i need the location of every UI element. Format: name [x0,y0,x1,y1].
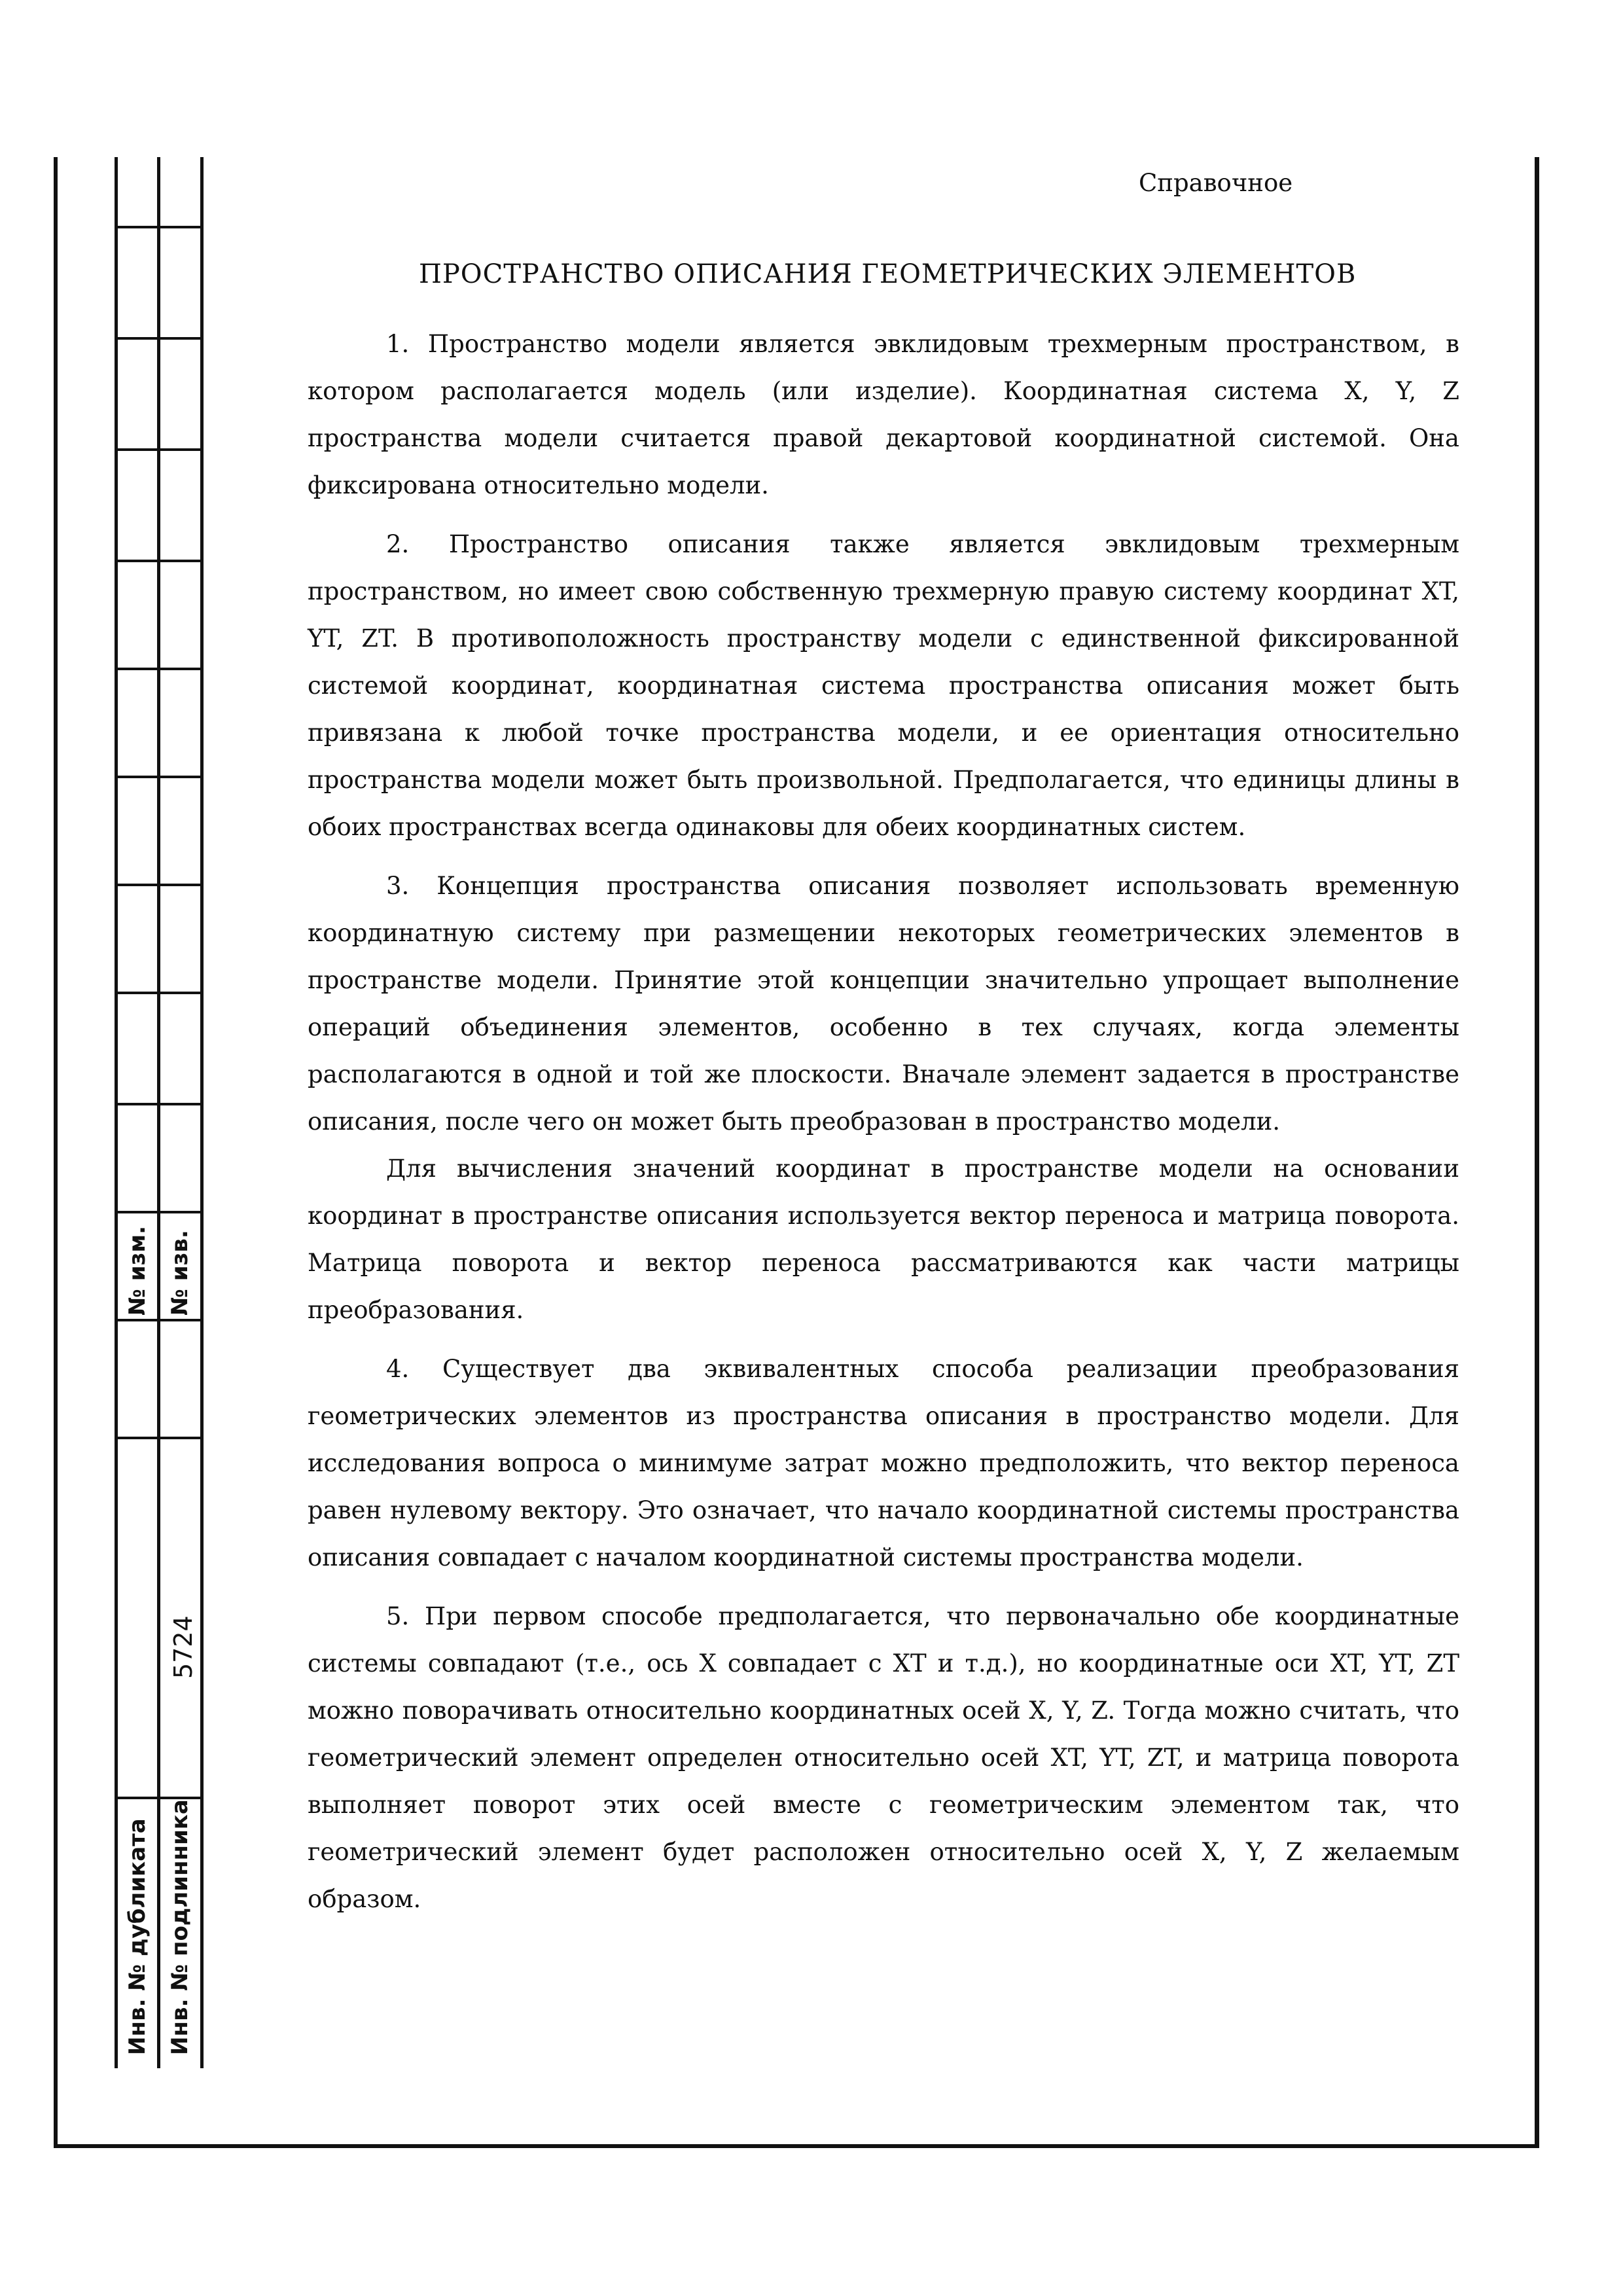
stamp-row-line [115,1319,203,1321]
stamp-row-line [115,337,203,340]
stamp-change-number-label: № изм. [124,1225,151,1316]
paragraph-3-continued: Для вычисления значений координат в пространстве модели на основании координат в пространстве описания используется вектор переноса и матрица поворота. Матрица поворота и вектор переноса рассматриваются как части матрицы преобразования. [308,1155,1459,1324]
stamp-row-line [115,668,203,670]
paragraph-5: 5. При первом способе предполагается, что первоначально обе координатные системы совпадают (т.е., ось X совпадает с XT и т.д.), но координатные оси XT, YT, ZT можно поворачивать относительно координатных осей X, Y, Z. Тогда можно считать, что геометрический элемент определен относительно осей XT, YT, ZT, и матрица поворота выполняет поворот этих осей вместе с геометрическим элементом так, что геометрический элемент будет расположен относительно осей X, Y, Z желаемым образом. [308,1602,1459,1913]
paragraph-3: 3. Концепция пространства описания позволяет использовать временную координатную систему при размещении некоторых геометрических элементов в пространстве модели. Принятие этой концепции значительно упрощает выполнение операций объединения элементов, особенно в тех случаях, когда элементы располагаются в одной и той же плоскости. Вначале элемент задается в пространстве описания, после чего он может быть преобразован в пространство модели. [308,872,1459,1136]
paragraph-2: 2. Пространство описания также является эвклидовым трехмерным пространством, но имеет свою собственную трехмерную правую систему координат XT, YT, ZT. В противоположность пространству модели с единственной фиксированной системой координат, координатная система пространства описания может быть привязана к любой точке пространства модели, и ее ориентация относительно пространства модели может быть произвольной. Предполагается, что единицы длины в обоих пространствах всегда одинаковы для обеих координатных систем. [308,530,1459,841]
stamp-row-line [115,1103,203,1105]
paragraph-1: 1. Пространство модели является эвклидовым трехмерным пространством, в котором располагается модель (или изделие). Координатная система X, Y, Z пространства модели считается правой декартовой координатной системой. Она фиксирована относительно модели. [308,330,1459,499]
stamp-row-line [115,1437,203,1439]
stamp-row-line [115,1211,203,1213]
stamp-row-line [115,448,203,451]
document-annex-label: Справочное [1139,169,1293,197]
stamp-original-inventory-value: 5724 [169,1615,198,1679]
frame-left-border [54,157,58,2147]
stamp-duplicate-inventory-label: Инв. № дубликата [124,1818,151,2055]
stamp-original-inventory-label: Инв. № подлинника [167,1799,193,2055]
paragraph-4: 4. Существует два эквивалентных способа реализации преобразования геометрических элементов из пространства описания в пространство модели. Для исследования вопроса о минимуме затрат можно предположить, что вектор переноса равен нулевому вектору. Это означает, что начало координатной системы пространства описания совпадает с началом координатной системы пространства модели. [308,1355,1459,1571]
stamp-notice-number-label: № изв. [167,1230,193,1316]
document-title: ПРОСТРАНСТВО ОПИСАНИЯ ГЕОМЕТРИЧЕСКИХ ЭЛЕМЕНТОВ [419,259,1357,289]
stamp-column-line-2 [157,157,160,2068]
stamp-row-line [115,992,203,994]
stamp-row-line [115,776,203,778]
stamp-column-line-3 [200,157,204,2068]
document-body [308,321,1459,1935]
stamp-row-line [115,560,203,562]
frame-bottom-border [54,2144,1539,2148]
stamp-row-line [115,226,203,228]
frame-right-border [1535,157,1539,2147]
stamp-column-line-1 [115,157,118,2068]
stamp-row-line [115,884,203,886]
